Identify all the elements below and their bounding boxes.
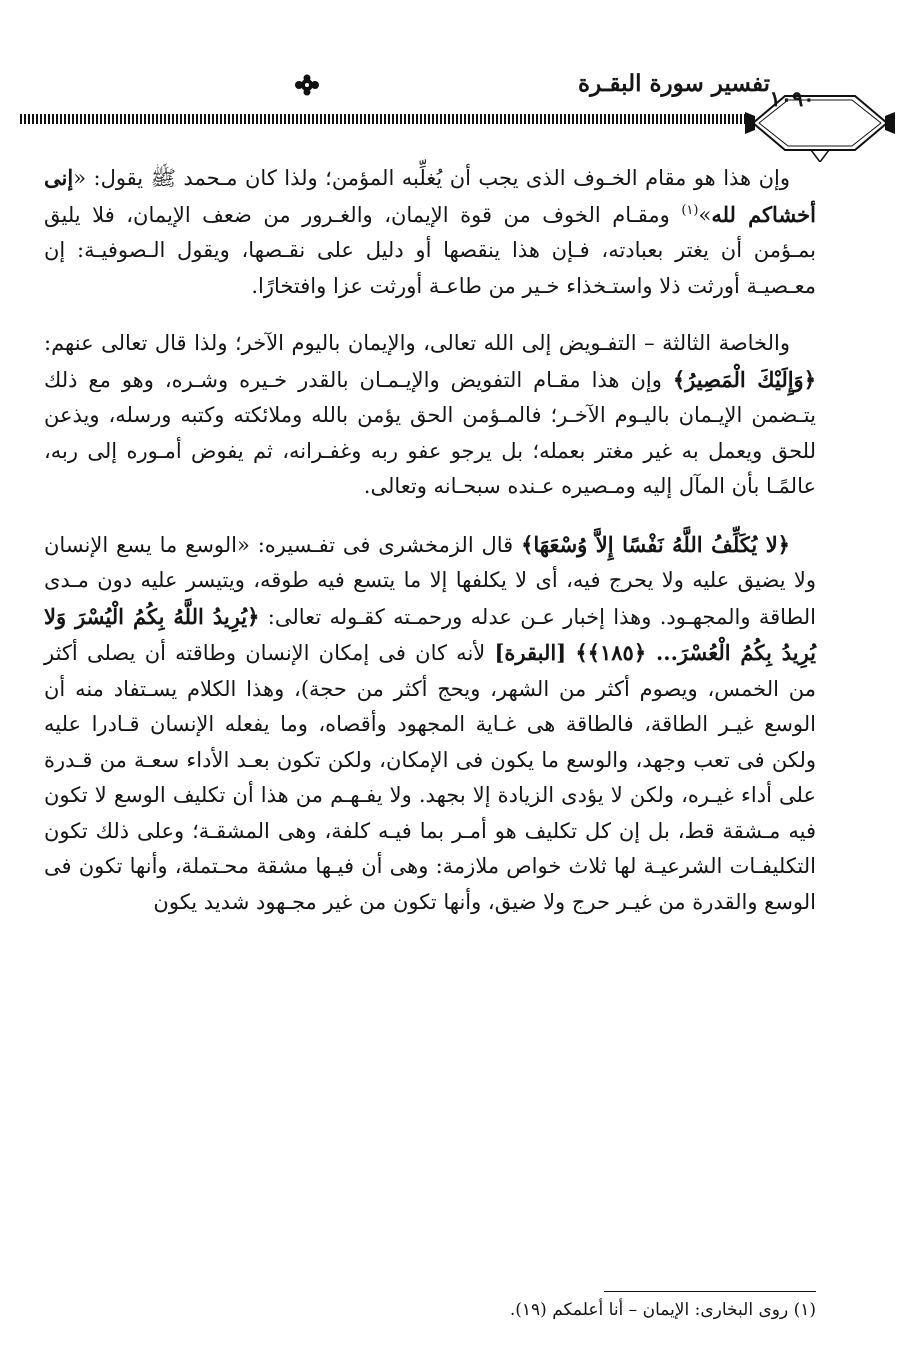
paragraph-2 xyxy=(44,326,816,505)
footnote: (١) روى البخارى: الإيمان – أنا أعلمكم (١٩). xyxy=(509,1300,816,1320)
running-title: تفسير سورة البقـرة xyxy=(578,70,770,97)
quoted-text: ﴿لا يُكَلِّفُ اللَّهُ نَفْسًا إِلاَّ وُسْعَهَا﴾ xyxy=(521,531,790,557)
page-number: ١٠٩٠ xyxy=(769,86,815,111)
text-run: » xyxy=(698,202,712,227)
quoted-text: [البقرة] xyxy=(494,640,567,665)
page-header xyxy=(20,60,900,160)
body-text xyxy=(44,160,816,942)
footnote-ref: (١) xyxy=(681,202,699,218)
text-run: وإن هذا هو مقام الخـوف الذى يجب أن يُغلِّبه المؤمن؛ ولذا كان مـحمد ﷺ يقول: « xyxy=(73,166,790,190)
text-run xyxy=(566,641,575,665)
quoted-text: ﴿يُرِيدُ اللَّهُ بِكُمُ الْيُسْرَ وَلا يُرِيدُ بِكُمُ الْعُسْرَ... ﴿١٨٥﴾﴾ xyxy=(44,603,816,665)
paragraph-3 xyxy=(44,527,816,921)
text-run: قال الزمخشرى فى تفـسيره: «الوسع ما يسع الإنسان ولا يضيق عليه ولا يحرج فيه، أى لا يكلفها إلا ما يتسع فيه طوقه، ويتيسر عليه دون مـدى الطاقة والمجهـود. وهذا إخبار عـن عدله ورحمـته كقـوله تعالى: xyxy=(44,532,817,629)
text-run: لأنه كان فى إمكان الإنسان وطاقته أن يصلى أكثر من الخمس، ويصوم أكثر من الشهر، ويحج أكثر من حجة)، وهذا الكلام يسـتفاد منه أن الوسع غيـر الطاقة، فالطاقة هى غـاية المجهود وأقصاه، وما يفعله الإنسان قـادرا عليه ولكن فى تعب وجهد، والوسع ما يكون فى الإمكان، ولكن تكون بعـد الأداء سعـة من قـدرة على أداء غيـره، ولكن لا يؤدى الزيادة إلا بجهد. ولا يفـهـم من هذا أن تكليف الوسع لا تكون فيه مـشقة قط، بل إن كل تكليف هو أمـر بما فيـه كلفة، وهى المشقـة؛ وعلى ذلك تكون التكليفـات الشرعيـة لها ثلاث خواص ملازمة: وهى أن فيـها مشقة محـتملة، وأنها تكون فى الوسع والقدرة من غيـر حرج ولا ضيق، وأنها تكون من غير مجـهود شديد يكون xyxy=(44,641,816,914)
text-run: ومقـام الخوف من قوة الإيمان، والغـرور من ضعف الإيمان، فلا يليق بمـؤمن أن يغتر بعبادته، فـإن هذا ينقصها أو دليل على نقـصها، ويقول الـصوفيـة: إن معـصيـة أورثت ذلا واستـخذاء خـير من طاعـة أورثت عزا وافتخارًا. xyxy=(44,202,816,298)
flower-ornament-icon xyxy=(292,74,322,96)
quoted-text: إنى أخشاكم لله xyxy=(44,165,817,227)
text-run: والخاصة الثالثة – التفـويض إلى الله تعالى، والإيمان باليوم الآخر؛ ولذا قال تعالى عنهم: xyxy=(44,331,790,355)
quoted-text: ﴿وَإِلَيْكَ الْمَصِيرُ﴾ xyxy=(672,366,816,392)
text-run: وإن هذا مقـام التفويض والإيـمـان بالقدر خـيره وشـره، وهو مع ذلك يتـضمن الإيـمان باليـوم الآخـر؛ فالمـؤمن الحق يؤمن بالله وملائكته وكتبه ورسله، ويذعن للحق ويعمل به غير مغتر بعمله؛ بل يرجو عفو ربه وغفـرانه، ثم يفوض أمـوره إلى ربه، عالمًـا بأن المآل إليه ومـصيره عـنده سبحـانه وتعالى. xyxy=(44,367,816,498)
header-rule xyxy=(20,114,750,124)
footnote-rule xyxy=(604,1291,816,1292)
paragraph-1 xyxy=(44,160,816,304)
